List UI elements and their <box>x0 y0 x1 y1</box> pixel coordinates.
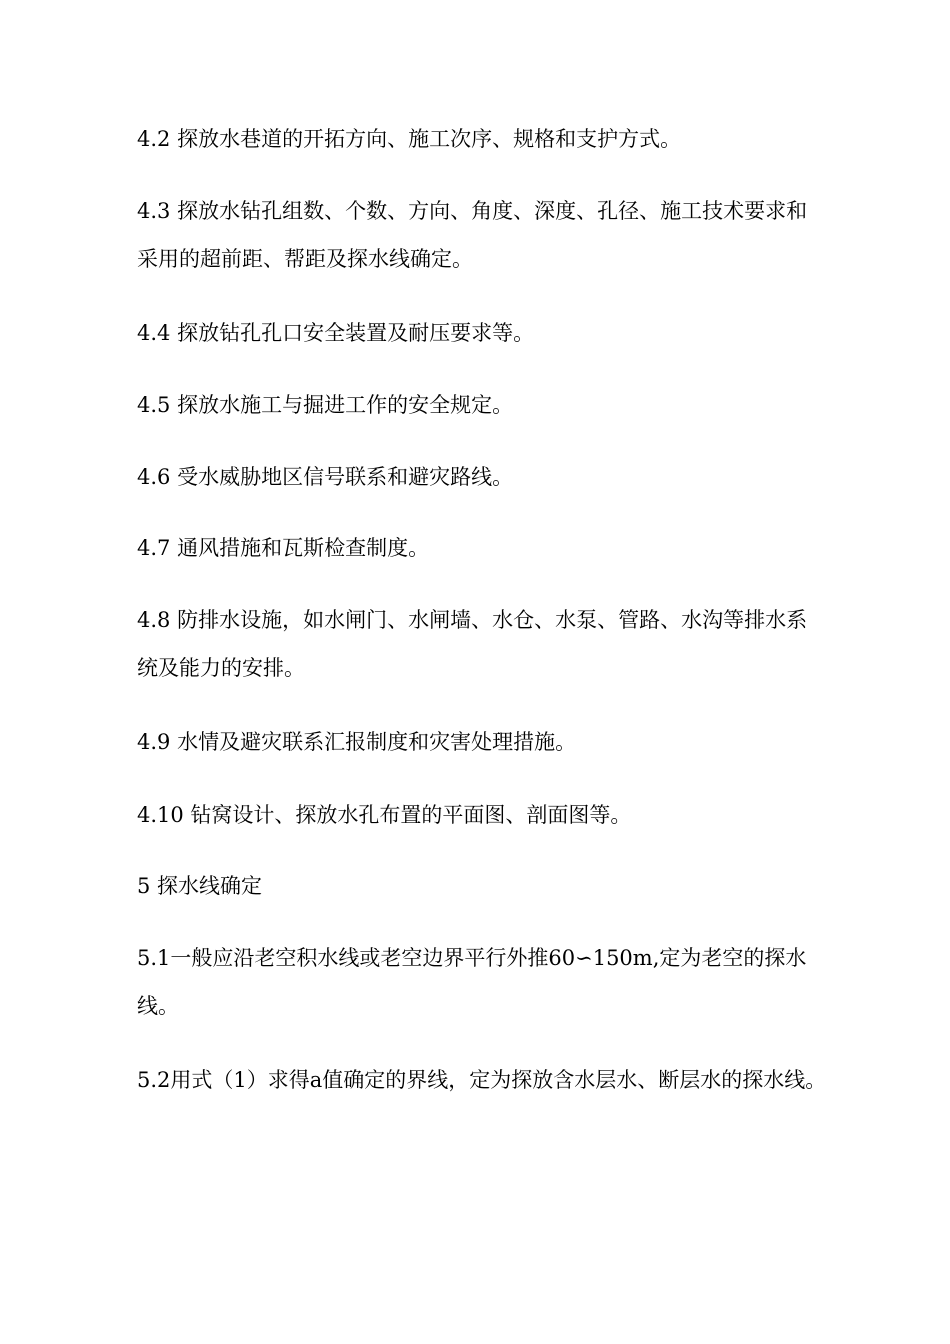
paragraph-4-3: 4.3 探放水钻孔组数、个数、方向、角度、深度、孔径、施工技术要求和采用的超前距、帮距及探水线确定。 <box>137 199 808 271</box>
paragraph-5-2: 5.2用式（1）求得a值确定的界线，定为探放含水层水、断层水的探水线。 <box>137 1068 827 1092</box>
paragraph-4-7: 4.7 通风措施和瓦斯检查制度。 <box>137 536 430 560</box>
section-heading-5: 5 探水线确定 <box>137 874 263 898</box>
paragraph-5-1: 5.1一般应沿老空积水线或老空边界平行外推60∽150m,定为老空的探水线。 <box>137 946 807 1018</box>
paragraph-4-6: 4.6 受水威胁地区信号联系和避灾路线。 <box>137 465 514 489</box>
paragraph-4-4: 4.4 探放钻孔孔口安全装置及耐压要求等。 <box>137 321 535 345</box>
paragraph-4-5: 4.5 探放水施工与掘进工作的安全规定。 <box>137 393 514 417</box>
paragraph-4-2: 4.2 探放水巷道的开拓方向、施工次序、规格和支护方式。 <box>137 127 682 151</box>
paragraph-4-8: 4.8 防排水设施，如水闸门、水闸墙、水仓、水泵、管路、水沟等排水系统及能力的安排。 <box>137 608 808 680</box>
paragraph-4-9: 4.9 水情及避灾联系汇报制度和灾害处理措施。 <box>137 730 577 754</box>
paragraph-4-10: 4.10 钻窝设计、探放水孔布置的平面图、剖面图等。 <box>137 803 632 827</box>
